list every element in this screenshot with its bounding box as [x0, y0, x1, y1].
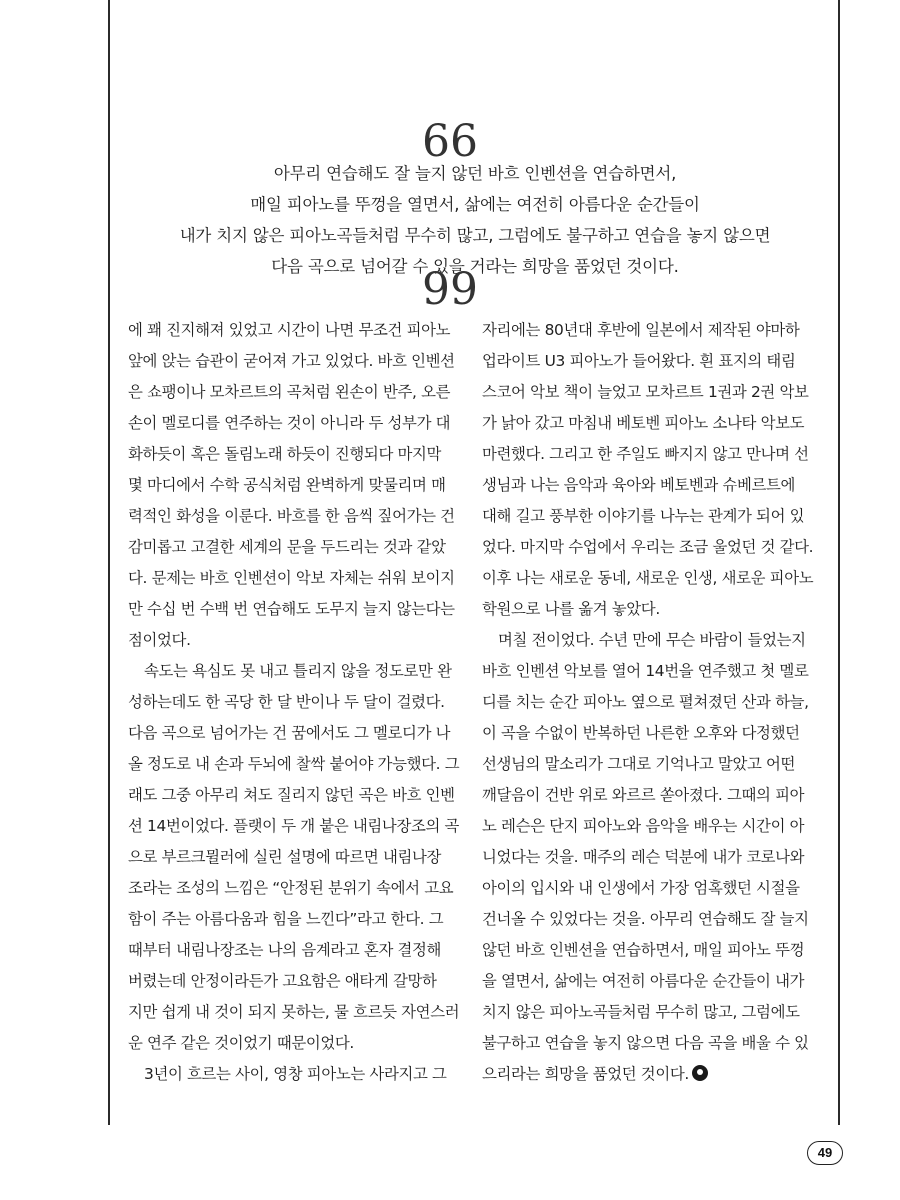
text-line: 생님과 나는 음악과 육아와 베토벤과 슈베르트에: [482, 476, 796, 494]
text-line: 감미롭고 고결한 세계의 문을 두드리는 것과 같았: [128, 538, 446, 556]
text-line: 대해 길고 풍부한 이야기를 나누는 관계가 되어 있: [482, 507, 805, 525]
page-number: 49: [807, 1141, 843, 1165]
text-line: 이 곡을 수없이 반복하던 나른한 오후와 다정했던: [482, 724, 800, 742]
text-line: 스코어 악보 책이 늘었고 모차르트 1권과 2권 악보: [482, 383, 809, 401]
text-line: 아이의 입시와 내 인생에서 가장 엄혹했던 시절을: [482, 879, 800, 897]
text-line: 점이었다.: [128, 631, 191, 649]
text-line: 버렸는데 안정이라든가 고요함은 애타게 갈망하: [128, 972, 437, 990]
text-line: 은 쇼팽이나 모차르트의 곡처럼 왼손이 반주, 오른: [128, 383, 451, 401]
last-text-line: [482, 1059, 822, 1090]
text-line: 함이 주는 아름다움과 힘을 느낀다”라고 한다. 그: [128, 910, 444, 928]
text-line: 다음 곡으로 넘어가는 건 꿈에서도 그 멜로디가 나: [128, 724, 451, 742]
open-quote-icon: 66: [422, 116, 478, 167]
text-line: 으로 부르크뮐러에 실린 설명에 따르면 내림나장: [128, 848, 442, 866]
text-line: 성하는데도 한 곡당 한 달 반이나 두 달이 걸렸다.: [128, 693, 445, 711]
close-quote-icon: 99: [422, 264, 478, 315]
pull-quote-line: 매일 피아노를 뚜껑을 열면서, 삶에는 여전히 아름다운 순간들이: [250, 195, 700, 214]
text-line: 앞에 앉는 습관이 굳어져 가고 있었다. 바흐 인벤션: [128, 352, 455, 370]
pull-quote-line: 내가 치지 않은 피아노곡들처럼 무수히 많고, 그럼에도 불구하고 연습을 놓지 않으면: [179, 226, 771, 245]
text-line: 학원으로 나를 옮겨 놓았다.: [482, 600, 660, 618]
text-line: 만 수십 번 수백 번 연습해도 도무지 늘지 않는다는: [128, 600, 455, 618]
text-line-content: 으리라는 희망을 품었던 것이다.: [482, 1065, 689, 1083]
pull-quote-line: 아무리 연습해도 잘 늘지 않던 바흐 인벤션을 연습하면서,: [273, 164, 677, 183]
text-line: 3년이 흐르는 사이, 영창 피아노는 사라지고 그: [144, 1065, 447, 1083]
text-line: 마련했다. 그리고 한 주일도 빠지지 않고 만나며 선: [482, 445, 809, 463]
text-line: 션 14번이었다. 플랫이 두 개 붙은 내림나장조의 곡: [128, 817, 460, 835]
text-line: 자리에는 80년대 후반에 일본에서 제작된 야마하: [482, 321, 800, 339]
text-line: 가 낡아 갔고 마침내 베토벤 피아노 소나타 악보도: [482, 414, 805, 432]
text-line: 운 연주 같은 것이었기 때문이었다.: [128, 1034, 354, 1052]
text-line: 바흐 인벤션 악보를 열어 14번을 연주했고 첫 멜로: [482, 662, 809, 680]
text-line: 지만 쉽게 내 것이 되지 못하는, 물 흐르듯 자연스러: [128, 1003, 460, 1021]
text-line: 니었다는 것을. 매주의 레슨 덕분에 내가 코로나와: [482, 848, 805, 866]
text-line: 올 정도로 내 손과 두뇌에 찰싹 붙어야 가능했다. 그: [128, 755, 460, 773]
right-text-column: [482, 315, 822, 1090]
text-line: 불구하고 연습을 놓지 않으면 다음 곡을 배울 수 있: [482, 1034, 809, 1052]
text-line: 화하듯이 혹은 돌림노래 하듯이 진행되다 마지막: [128, 445, 442, 463]
text-line: 않던 바흐 인벤션을 연습하면서, 매일 피아노 뚜껑: [482, 941, 805, 959]
text-line: 치지 않은 피아노곡들처럼 무수히 많고, 그럼에도: [482, 1003, 800, 1021]
text-line: 력적인 화성을 이룬다. 바흐를 한 음씩 짚어가는 건: [128, 507, 455, 525]
text-line: 었다. 마지막 수업에서 우리는 조금 울었던 것 같다.: [482, 538, 814, 556]
text-line: 에 꽤 진지해져 있었고 시간이 나면 무조건 피아노: [128, 321, 451, 339]
text-line: 업라이트 U3 피아노가 들어왔다. 흰 표지의 태림: [482, 352, 796, 370]
text-line: 속도는 욕심도 못 내고 틀리지 않을 정도로만 완: [144, 662, 452, 680]
text-line: 이후 나는 새로운 동네, 새로운 인생, 새로운 피아노: [482, 569, 814, 587]
left-text-column: [128, 315, 468, 1090]
article-end-icon: [692, 1065, 708, 1081]
text-line: 선생님의 말소리가 그대로 기억나고 말았고 어떤: [482, 755, 796, 773]
text-line: 때부터 내림나장조는 나의 음계라고 혼자 결정해: [128, 941, 442, 959]
left-border-rule: [108, 0, 110, 1125]
pull-quote-line: 다음 곡으로 넘어갈 수 있을 거라는 희망을 품었던 것이다.: [271, 257, 679, 276]
text-line: 건너올 수 있었다는 것을. 아무리 연습해도 잘 늘지: [482, 910, 809, 928]
text-line: 며칠 전이었다. 수년 만에 무슨 바람이 들었는지: [498, 631, 806, 649]
text-line: 조라는 조성의 느낌은 “안정된 분위기 속에서 고요: [128, 879, 454, 897]
text-line: 노 레슨은 단지 피아노와 음악을 배우는 시간이 아: [482, 817, 805, 835]
text-line: 몇 마디에서 수학 공식처럼 완벽하게 맞물리며 매: [128, 476, 446, 494]
text-line: 래도 그중 아무리 쳐도 질리지 않던 곡은 바흐 인벤: [128, 786, 455, 804]
text-line: 을 열면서, 삶에는 여전히 아름다운 순간들이 내가: [482, 972, 805, 990]
text-line: 디를 치는 순간 피아노 옆으로 펼쳐졌던 산과 하늘,: [482, 693, 809, 711]
text-line: 손이 멜로디를 연주하는 것이 아니라 두 성부가 대: [128, 414, 451, 432]
text-line: 다. 문제는 바흐 인벤션이 악보 자체는 쉬워 보이지: [128, 569, 455, 587]
right-border-rule: [838, 0, 840, 1125]
text-line: 깨달음이 건반 위로 와르르 쏟아졌다. 그때의 피아: [482, 786, 805, 804]
